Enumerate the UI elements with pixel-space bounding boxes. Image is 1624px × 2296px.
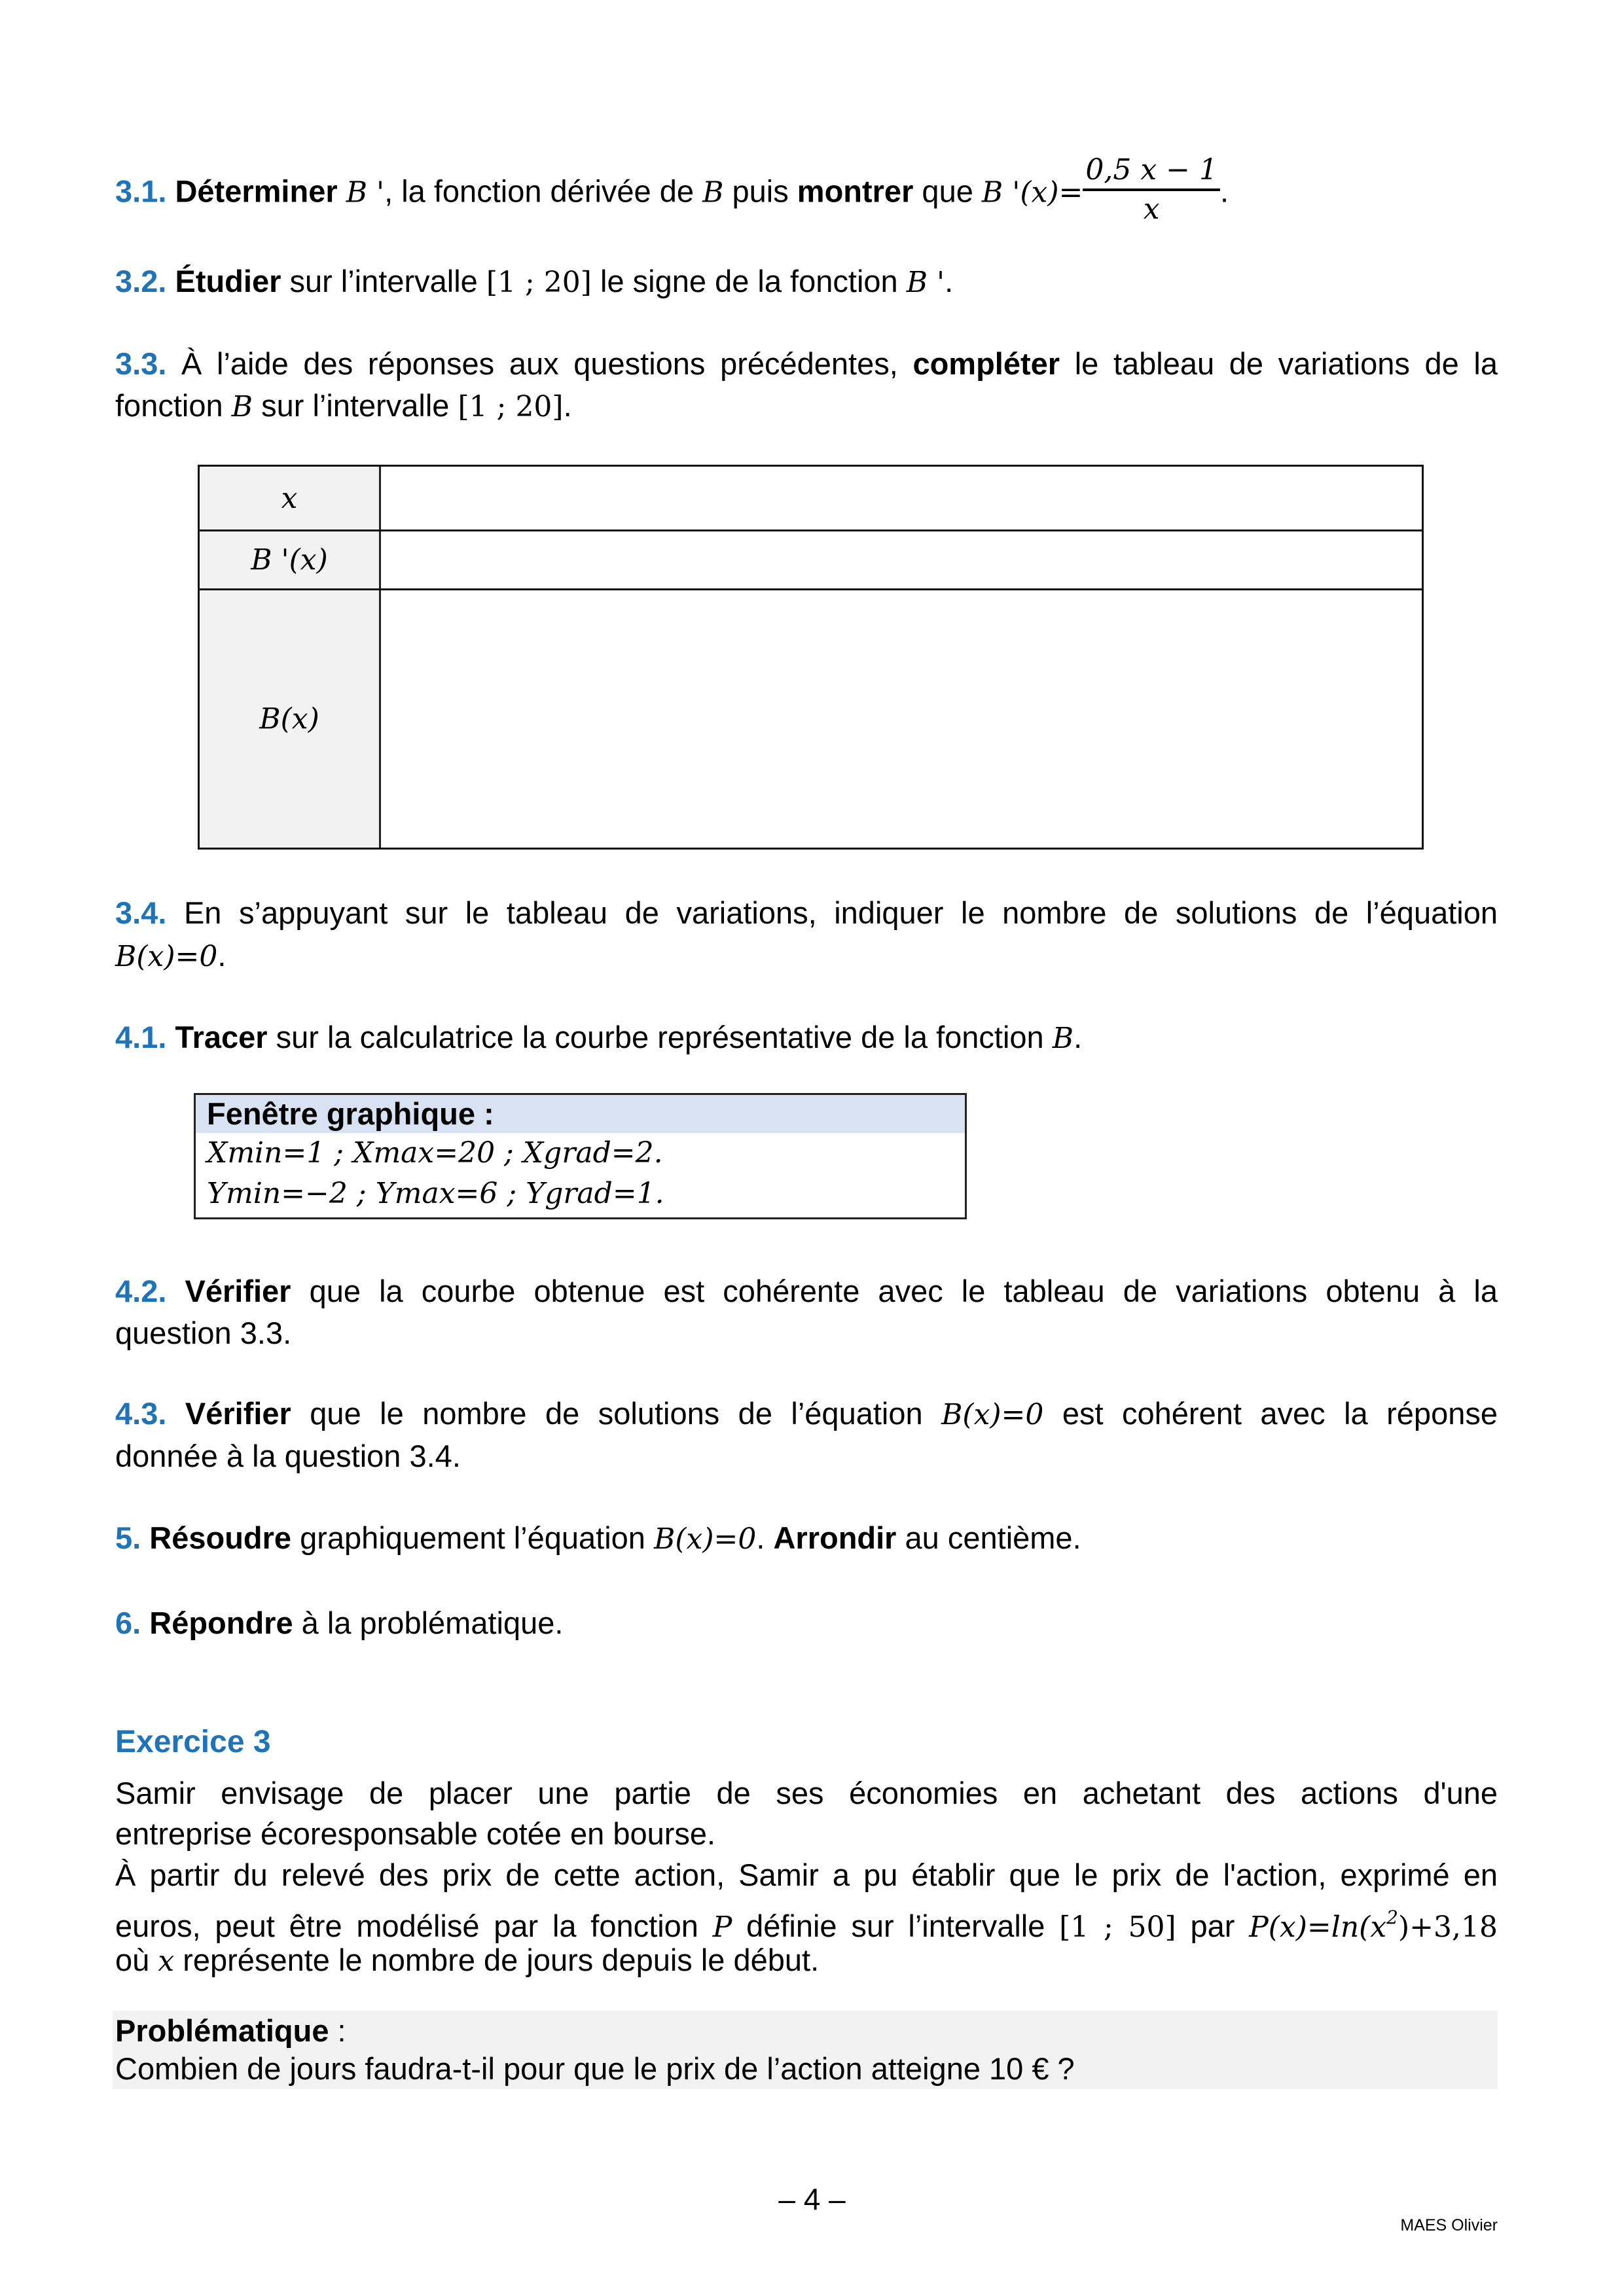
math-interval: [1 ; 20] (458, 390, 564, 423)
question-3-2 (115, 260, 953, 304)
math-var: x (158, 1945, 175, 1978)
fraction-denominator: x (1143, 192, 1160, 226)
question-text: fonction (115, 388, 232, 423)
question-3-4-line1 (115, 892, 1498, 934)
question-text: , la fonction dérivée de (384, 173, 703, 209)
question-text: que la courbe obtenue est cohérente avec le tableau de variations obtenu à la (291, 1274, 1498, 1308)
math-fn: B ' (346, 175, 385, 209)
math-equation: B(x)=0 (654, 1522, 757, 1556)
question-4-2-line2: question 3.3. (115, 1316, 292, 1350)
instruction-verb: Déterminer (175, 173, 338, 209)
paragraph-text: euros, peut être modélisé par la fonction (115, 1909, 713, 1943)
punctuation: . (563, 388, 572, 423)
instruction-verb: compléter (912, 346, 1060, 381)
instruction-verb: Répondre (149, 1605, 293, 1640)
question-text: au centième. (896, 1520, 1081, 1555)
question-text: le tableau de variations de la (1060, 346, 1498, 381)
math-interval: [1 ; 50] (1059, 1910, 1176, 1944)
problematique-label: Problématique (115, 2013, 329, 2048)
exercise-paragraph-line: À partir du relevé des prix de cette action, Samir a pu établir que le prix de l'action, exprimé en (115, 1857, 1498, 1892)
table-row-derivative (200, 531, 1422, 590)
question-number: 4.3. (115, 1396, 167, 1431)
math-fn: B (702, 175, 724, 209)
exercise-paragraph-line: entreprise écoresponsable cotée en bourse. (115, 1816, 716, 1851)
instruction-verb: Étudier (175, 264, 281, 298)
question-text: sur l’intervalle (281, 264, 486, 298)
page-number: – 4 – (778, 2182, 846, 2216)
formula-part: P(x)=ln(x (1249, 1910, 1387, 1944)
math-fn: P (712, 1910, 732, 1944)
row-cell-function[interactable] (381, 590, 1422, 848)
question-5 (115, 1517, 1081, 1560)
question-number: 5. (115, 1520, 141, 1555)
punctuation: . (756, 1520, 774, 1555)
math-formula (1249, 1907, 1498, 1944)
punctuation: . (1074, 1020, 1083, 1054)
instruction-verb: Vérifier (185, 1274, 291, 1308)
graph-window-y-settings: Ymin=−2 ; Ymax=6 ; Ygrad=1. (207, 1177, 664, 1210)
instruction-verb: Vérifier (185, 1396, 291, 1431)
question-number: 4.2. (115, 1274, 167, 1308)
author-name: MAES Olivier (1400, 2216, 1498, 2234)
row-label: B(x) (200, 590, 381, 848)
row-cell-x[interactable] (381, 467, 1422, 529)
question-text: le signe de la fonction (591, 264, 907, 298)
punctuation: . (1219, 173, 1229, 209)
question-number: 4.1. (115, 1020, 167, 1054)
question-3-1 (115, 153, 1229, 232)
variation-table (198, 465, 1424, 850)
row-label: x (200, 467, 381, 529)
instruction-verb: Tracer (175, 1020, 268, 1054)
punctuation: . (945, 264, 954, 298)
question-4-2-line1 (115, 1270, 1498, 1312)
question-4-1 (115, 1016, 1082, 1060)
question-number: 3.2. (115, 264, 167, 298)
instruction-verb: Arrondir (773, 1520, 897, 1555)
graph-window-box (194, 1093, 967, 1219)
graph-window-title: Fenêtre graphique : (196, 1095, 965, 1133)
exercise-paragraph-line (115, 1939, 819, 1982)
row-label: B '(x) (200, 531, 381, 588)
paragraph-text: par (1176, 1909, 1250, 1943)
question-text: En s’appuyant sur le tableau de variations, indiquer le nombre de solutions de l’équation (166, 895, 1498, 930)
paragraph-text: représente le nombre de jours depuis le début. (174, 1943, 820, 1977)
question-text: que (913, 173, 982, 209)
problematique-heading (115, 2011, 346, 2051)
question-text: graphiquement l’équation (291, 1520, 654, 1555)
question-6 (115, 1602, 563, 1644)
question-text: sur l’intervalle (253, 388, 458, 423)
question-text: puis (723, 173, 797, 209)
fraction (1083, 152, 1220, 228)
question-4-3-line2: donnée à la question 3.4. (115, 1439, 461, 1473)
question-number: 3.3. (115, 346, 167, 381)
punctuation: . (217, 938, 226, 973)
table-row-x (200, 467, 1422, 531)
question-3-3-line2 (115, 385, 572, 428)
question-text: À l’aide des réponses aux questions précédentes, (166, 346, 913, 381)
question-3-4-line2 (115, 935, 226, 978)
paragraph-text: où (115, 1943, 158, 1977)
question-number: 3.4. (115, 895, 167, 930)
row-cell-derivative[interactable] (381, 531, 1422, 588)
question-number: 6. (115, 1605, 141, 1640)
table-row-function (200, 590, 1422, 848)
math-interval: [1 ; 20] (486, 266, 592, 299)
math-fn: B (1052, 1022, 1074, 1055)
exercise-title: Exercice 3 (115, 1725, 271, 1759)
question-text: que le nombre de solutions de l’équation (291, 1396, 942, 1431)
paragraph-text: définie sur l’intervalle (732, 1909, 1060, 1943)
math-fn: B ' (906, 266, 945, 299)
question-text: sur la calculatrice la courbe représentative de la fonction (267, 1020, 1053, 1054)
problematique-question: Combien de jours faudra-t-il pour que le prix de l’action atteigne 10 € ? (115, 2051, 1075, 2086)
math-equation: B(x)=0 (941, 1398, 1044, 1431)
math-fn: B (231, 390, 253, 423)
question-3-3-line1 (115, 343, 1498, 385)
instruction-verb: montrer (797, 173, 914, 209)
formula-part: )+3,18 (1398, 1910, 1498, 1944)
instruction-verb: Résoudre (149, 1520, 292, 1555)
punctuation: : (329, 2013, 346, 2048)
math-lhs: B '(x)= (981, 175, 1083, 209)
exercise-paragraph-line: Samir envisage de placer une partie de ses économies en achetant des actions d'une (115, 1776, 1498, 1810)
question-number: 3.1. (115, 173, 167, 209)
question-text: est cohérent avec la réponse (1043, 1396, 1498, 1431)
question-4-3-line1 (115, 1393, 1498, 1436)
fraction-numerator: 0,5 x − 1 (1083, 152, 1220, 191)
graph-window-x-settings: Xmin=1 ; Xmax=20 ; Xgrad=2. (207, 1136, 663, 1170)
formula-exponent: 2 (1386, 1907, 1398, 1928)
question-text: à la problématique. (293, 1605, 564, 1640)
math-equation: B(x)=0 (115, 940, 218, 973)
problematique-box (113, 2011, 1498, 2089)
